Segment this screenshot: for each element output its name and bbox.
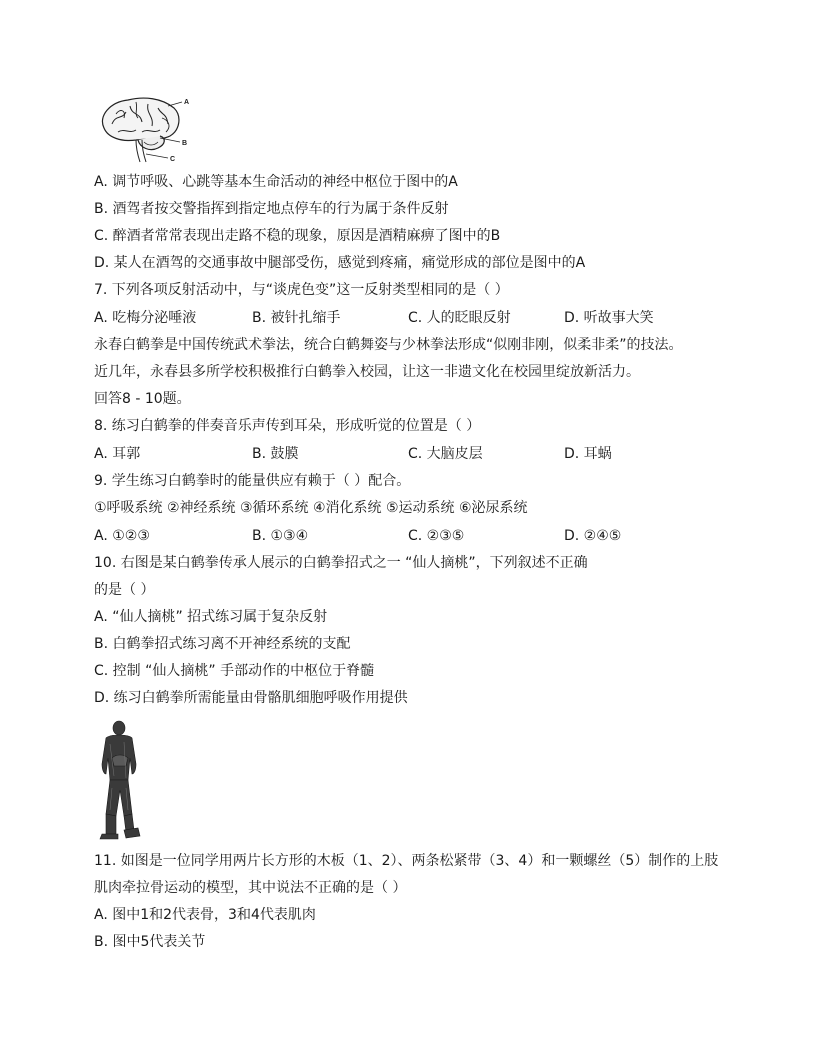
q9-option-d: D. ②④⑤ [564,528,622,544]
q9-option-c: C. ②③⑤ [408,528,465,544]
q10-option-b: B. 白鹤拳招式练习离不开神经系统的支配 [94,636,351,652]
label-b: B [182,140,188,147]
q8-option-d: D. 耳蜗 [564,446,612,462]
q7-option-c: C. 人的眨眼反射 [408,310,511,326]
brain-figure [96,94,196,164]
q6-option-b: B. 酒驾者按交警指挥到指定地点停车的行为属于条件反射 [94,201,449,217]
q11-option-a: A. 图中1和2代表骨，3和4代表肌肉 [94,907,316,923]
q6-option-c: C. 醉酒者常常表现出走路不稳的现象，原因是酒精麻痹了图中的B [94,228,501,244]
label-a: A [184,99,190,106]
q11-stem-line-1: 11. 如图是一位同学用两片长方形的木板（1、2）、两条松紧带（3、4）和一颗螺丝（5）制作的上肢 [94,853,719,869]
q8-stem: 8. 练习白鹤拳的伴奏音乐声传到耳朵，形成听觉的位置是（ ） [94,418,481,434]
q6-option-d: D. 某人在酒驾的交通事故中腿部受伤，感觉到疼痛，痛觉形成的部位是图中的A [94,255,586,271]
q7-option-b: B. 被针扎缩手 [252,310,341,326]
q11-option-b: B. 图中5代表关节 [94,934,206,950]
q6-option-a: A. 调节呼吸、心跳等基本生命活动的神经中枢位于图中的A [94,174,458,190]
q8-option-b: B. 鼓膜 [252,446,299,462]
q10-stem-line-1: 10. 右图是某白鹤拳传承人展示的白鹤拳招式之一 “仙人摘桃”，下列叙述不正确 [94,555,588,571]
label-c: C [170,156,176,163]
q10-option-d: D. 练习白鹤拳所需能量由骨骼肌细胞呼吸作用提供 [94,690,408,706]
q9-stem: 9. 学生练习白鹤拳时的能量供应有赖于（ ）配合。 [94,473,411,489]
q9-option-a: A. ①②③ [94,528,150,544]
q7-option-a: A. 吃梅分泌唾液 [94,310,197,326]
martial-arts-figure [94,718,148,842]
q9-option-b: B. ①③④ [252,528,309,544]
q8-option-a: A. 耳郭 [94,446,141,462]
q11-stem-line-2: 肌肉牵拉骨运动的模型，其中说法不正确的是（ ） [94,880,407,896]
q7-stem: 7. 下列各项反射活动中，与“谈虎色变”这一反射类型相同的是（ ） [94,282,509,298]
q10-stem-line-2: 的是（ ） [94,582,155,598]
passage-line-1: 永春白鹤拳是中国传统武术拳法，统合白鹤舞姿与少林拳法形成“似刚非刚，似柔非柔”的技法。 [94,337,683,353]
passage-line-3: 回答8 - 10题。 [94,391,191,407]
q8-option-c: C. 大脑皮层 [408,446,483,462]
q10-option-c: C. 控制 “仙人摘桃” 手部动作的中枢位于脊髓 [94,663,375,679]
q10-option-a: A. “仙人摘桃” 招式练习属于复杂反射 [94,609,328,625]
passage-line-2: 近几年，永春县多所学校积极推行白鹤拳入校园，让这一非遗文化在校园里绽放新活力。 [94,364,640,380]
q9-systems: ①呼吸系统 ②神经系统 ③循环系统 ④消化系统 ⑤运动系统 ⑥泌尿系统 [94,500,528,516]
q7-option-d: D. 听故事大笑 [564,310,654,326]
brain-illustration [102,98,178,162]
